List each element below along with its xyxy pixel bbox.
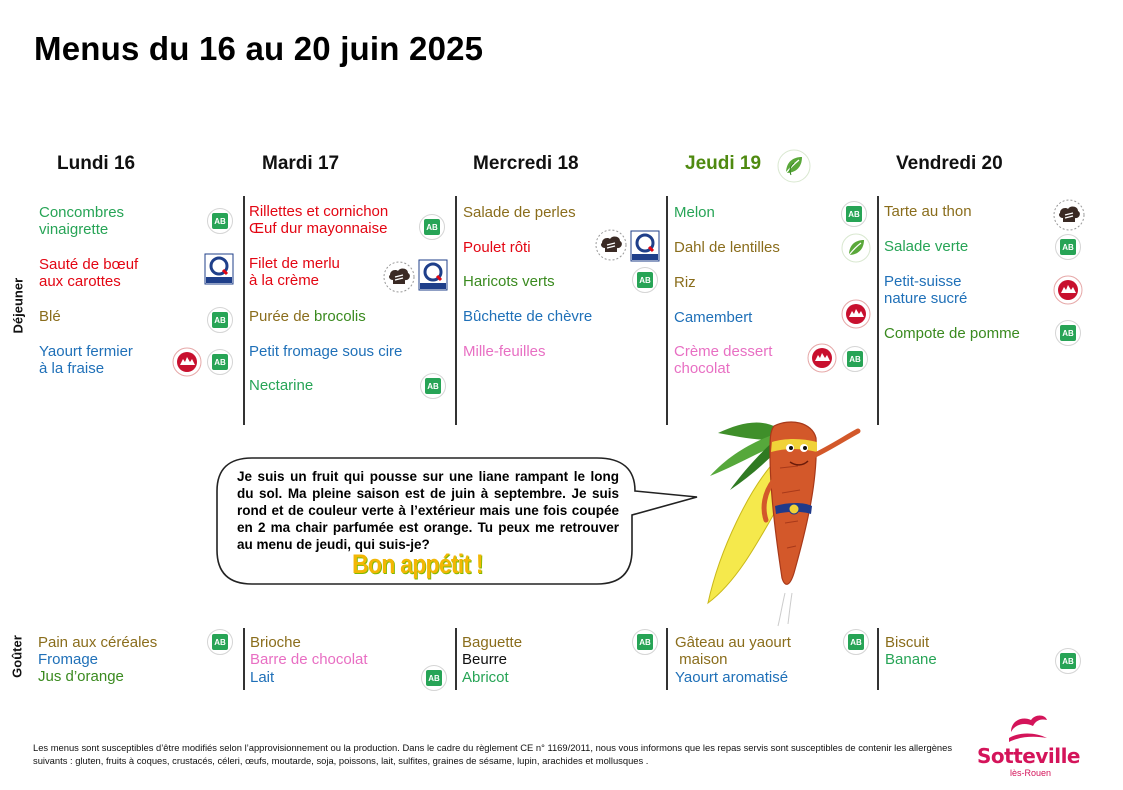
snack-item: Gâteau au yaourt maison [675,634,791,668]
produit-local-icon [1053,275,1083,310]
menu-item: Filet de merlu à la crème [249,255,340,289]
produit-certifie-icon [630,230,660,267]
menu-item: Poulet rôti [463,239,531,256]
ab-bio-icon [632,629,658,655]
menu-item: Concombres vinaigrette [39,204,125,238]
riddle-line: Je suis rond et de couleur verte à l’extérieur mais une fois coupée en 2 ma chair parfumée est orange. [237,486,620,535]
column-divider [877,628,879,690]
fait-maison-icon [1053,199,1085,236]
menu-item: Rillettes et cornichon Œuf dur mayonnaise [249,203,389,237]
dejeuner-label: Déjeuner [10,277,26,334]
menu-item: Tarte au thon [884,203,972,220]
svg-text:AB: AB [639,638,651,647]
snack-item: Banane [885,651,937,668]
ab-bio-icon [207,349,233,375]
svg-text:AB: AB [427,382,439,391]
day-header-lundi: Lundi 16 [57,153,136,174]
snack-item: Fromage [38,651,99,668]
column-divider [455,628,457,690]
column-divider [243,196,245,425]
snack-item: Abricot [462,669,509,686]
svg-text:AB: AB [1062,243,1074,252]
column-divider [455,196,457,425]
menu-item: Haricots verts [463,273,555,290]
svg-text:AB: AB [639,276,651,285]
day-header-vendredi: Vendredi 20 [896,153,1003,174]
column-divider [666,196,668,425]
riddle-line: Tu peux me retrouver au menu de jeudi, qui suis-je? [237,520,619,552]
menu-item: Bûchette de chèvre [463,308,593,325]
produit-local-icon [172,347,202,382]
ab-bio-icon [632,267,658,293]
menu-item: Mille-feuilles [463,343,546,360]
ab-bio-icon [1055,320,1081,346]
ab-bio-icon [419,214,445,240]
menu-item: Yaourt fermier à la fraise [39,343,133,377]
ab-bio-icon [207,629,233,655]
ab-bio-icon [207,307,233,333]
day-header-mercredi: Mercredi 18 [473,153,579,174]
menu-item: Sauté de bœuf aux carottes [39,256,139,290]
ab-bio-icon [1055,648,1081,674]
svg-text:AB: AB [848,210,860,219]
svg-text:AB: AB [214,358,226,367]
fait-maison-icon [595,229,627,266]
svg-text:AB: AB [428,674,440,683]
logo-subtitle: lès-Rouen [1010,768,1052,778]
logo-name: Sotteville [977,744,1080,768]
snack-item: Baguette [462,634,523,651]
svg-text:AB: AB [426,223,438,232]
svg-text:AB: AB [850,638,862,647]
menu-item: Blé [39,308,61,325]
snack-item: Beurre [462,651,508,668]
ab-bio-icon [841,201,867,227]
produit-local-icon [841,299,871,334]
ab-bio-icon [421,665,447,691]
ab-bio-icon [207,208,233,234]
produit-certifie-icon [204,253,234,290]
menu-item: Petit-suisse nature sucré [884,273,968,307]
gouter-label: Goûter [9,635,25,678]
snack-item: Biscuit [885,634,930,651]
menu-item: Petit fromage sous cire [249,343,403,360]
menu-item: Salade de perles [463,204,576,221]
svg-text:AB: AB [849,355,861,364]
snack-item: Yaourt aromatisé [675,669,789,686]
snack-item: Pain aux céréales [38,634,158,651]
menu-item: Nectarine [249,377,314,394]
snack-item: Jus d’orange [38,668,124,685]
vegetarian-leaf-icon [777,149,811,188]
menu-item: Crème dessert chocolat [674,343,773,377]
menu-item: Camembert [674,309,753,326]
allergen-notice: Les menus sont susceptibles d’être modifiés selon l’approvisionnement ou la production. Dans le cadre du règlement CE n° 1169/2011, nous vous informons que les repas servis sont susceptibles de contenir les allergènes suivants : gluten, fruits à coques, crustacés, céleri, œufs, moutarde, soja, poissons, lait, sulfites, graines de sésame, lupin, arachides et mollusques . [33,742,953,766]
svg-text:AB: AB [1062,657,1074,666]
ab-bio-icon [420,373,446,399]
produit-local-icon [807,343,837,378]
column-divider [243,628,245,690]
ab-bio-icon [1055,234,1081,260]
vegetarien-icon [841,233,871,268]
snack-item: Brioche [250,634,301,651]
sotteville-logo-icon [1005,712,1051,746]
bon-appetit-text: Bon appétit ! [352,549,483,579]
page-title: Menus du 16 au 20 juin 2025 [34,30,484,67]
produit-certifie-icon [418,259,448,296]
ab-bio-icon [842,346,868,372]
menu-item: Salade verte [884,238,969,255]
svg-text:AB: AB [1062,329,1074,338]
carrot-superhero-illustration [690,398,870,628]
menu-item: Dahl de lentilles [674,239,780,256]
day-header-jeudi: Jeudi 19 [685,153,762,174]
column-divider [877,196,879,425]
menu-item: Riz [674,274,696,291]
snack-item: Barre de chocolat [250,651,368,668]
riddle-line: Je suis un fruit qui pousse sur une liane rampant le long du sol. Ma pleine saison est de juin à septembre. [237,469,619,501]
fait-maison-icon [383,261,415,298]
column-divider [666,628,668,690]
snack-item: Lait [250,669,275,686]
ab-bio-icon [843,629,869,655]
menu-item: Purée de brocolis [249,308,366,325]
svg-text:AB: AB [214,638,226,647]
riddle-text [237,468,619,553]
svg-text:AB: AB [214,217,226,226]
svg-text:AB: AB [214,316,226,325]
menu-item: Melon [674,204,715,221]
menu-item: Compote de pomme [884,325,1020,342]
day-header-mardi: Mardi 17 [262,153,340,174]
